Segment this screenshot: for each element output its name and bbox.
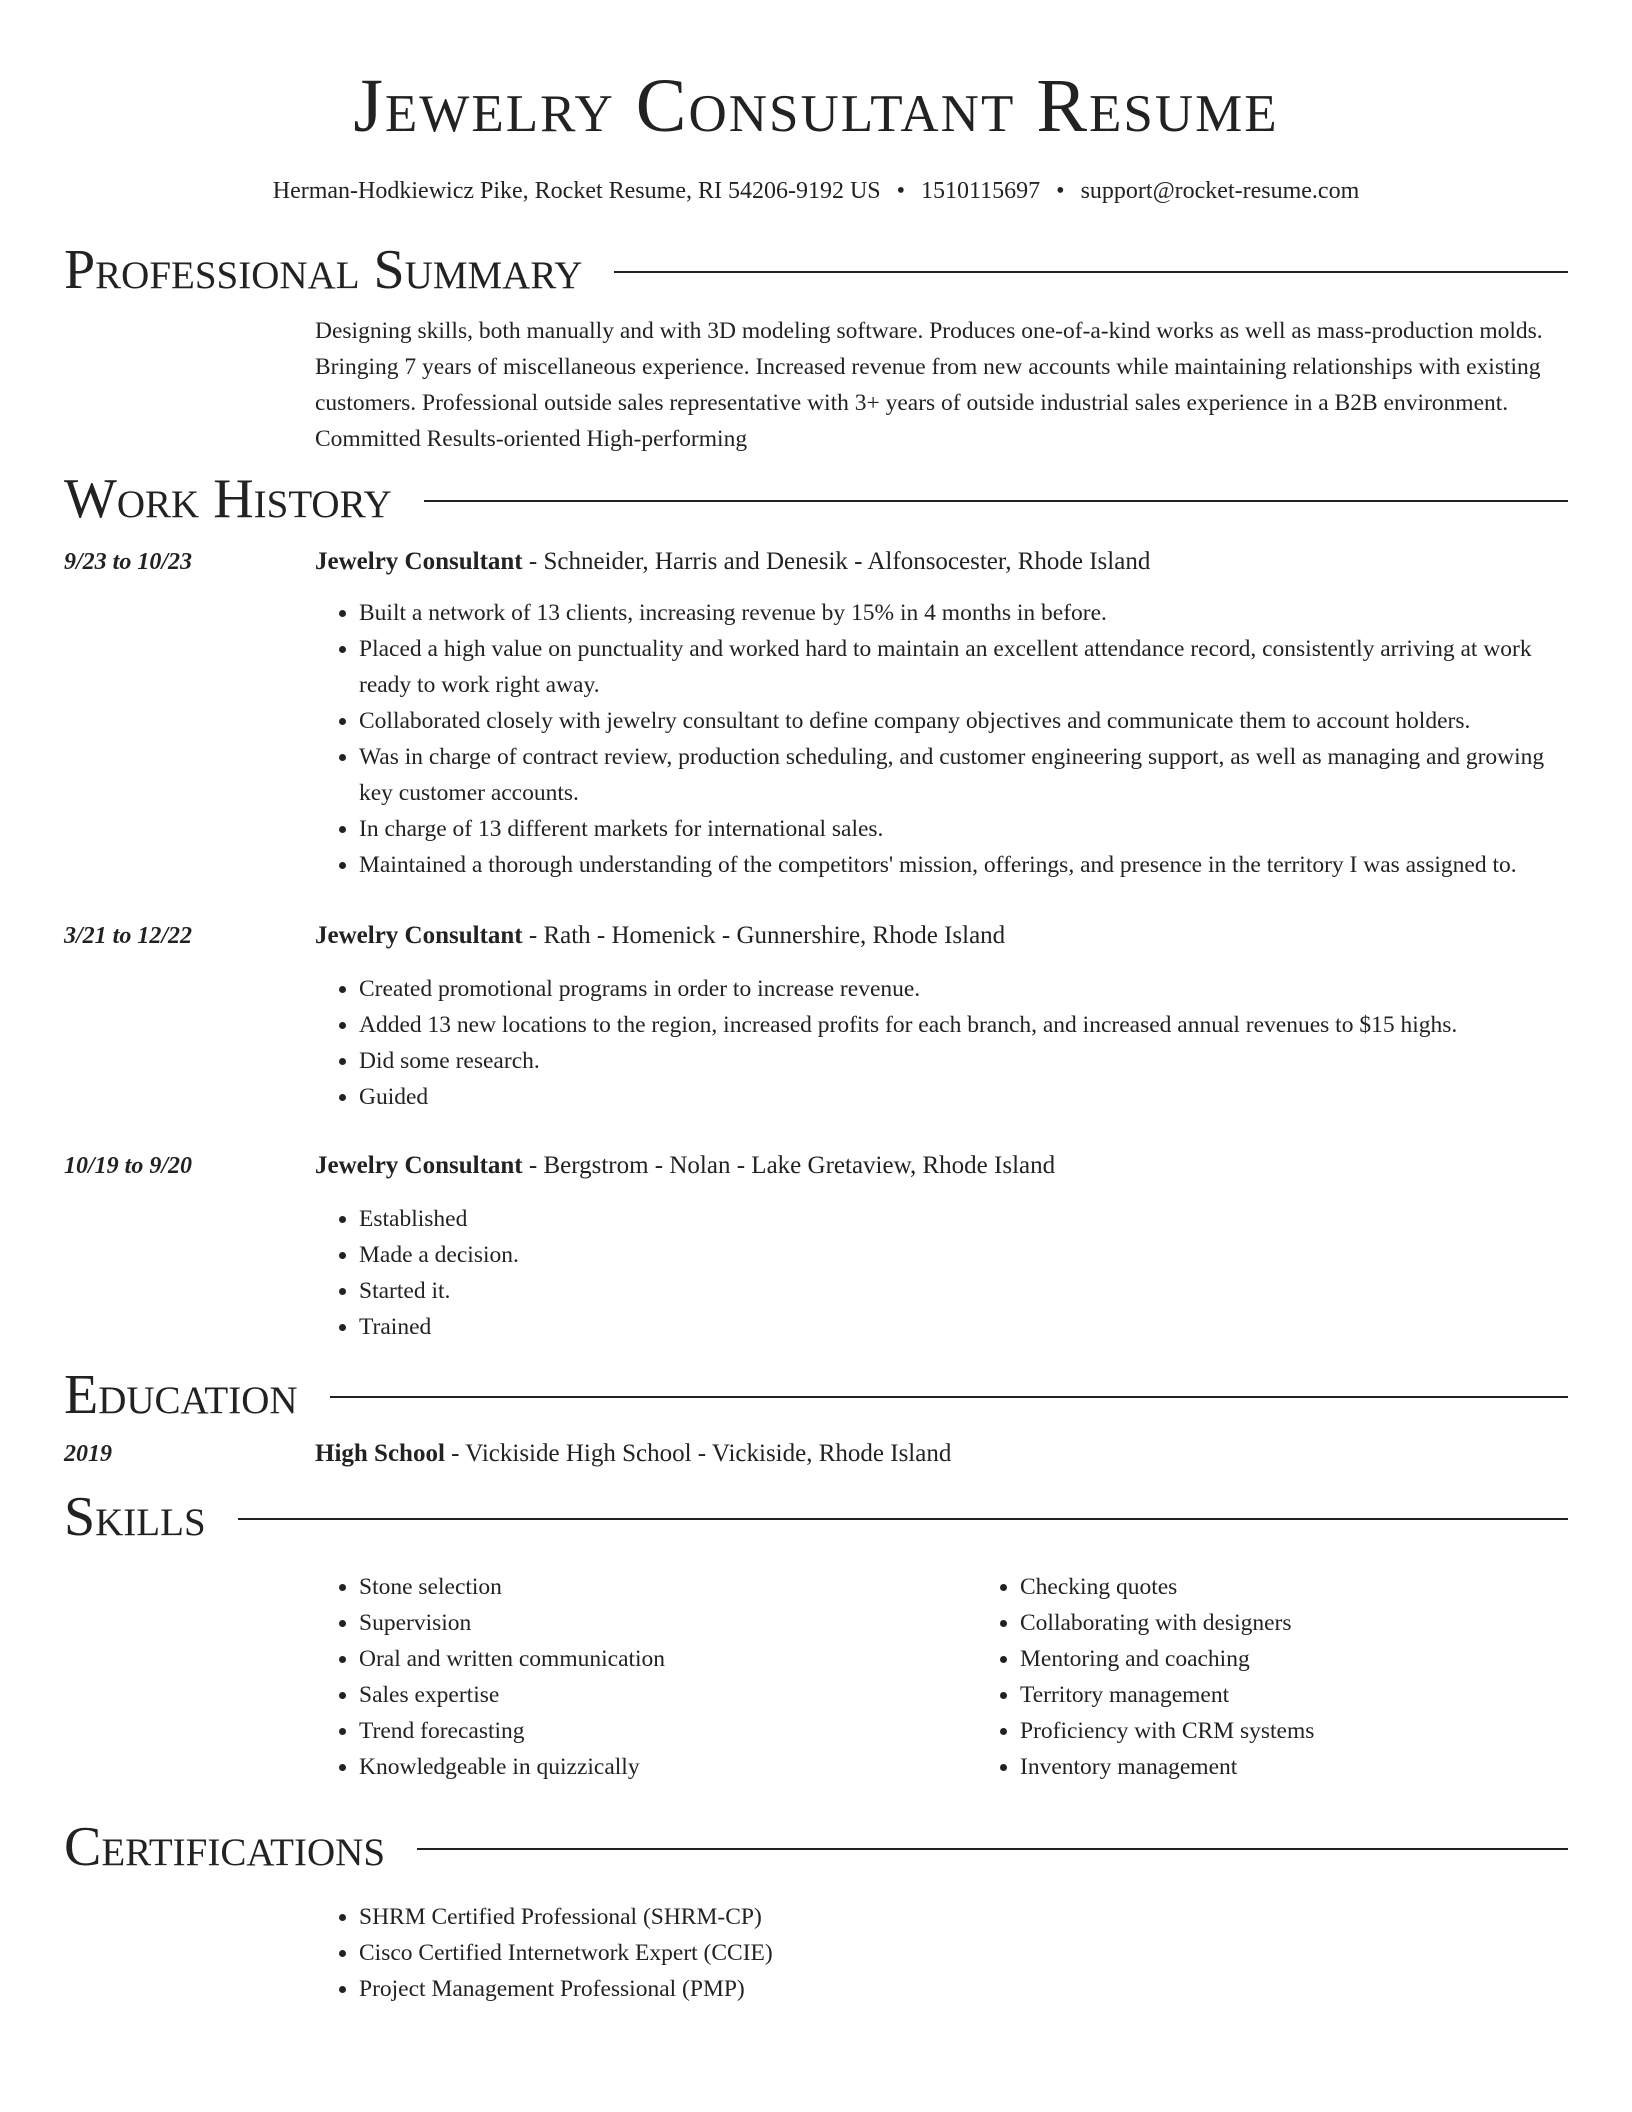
contact-address: Herman-Hodkiewicz Pike, Rocket Resume, RI 54206-9192 US [272,178,881,204]
education-heading: Education [64,1364,298,1426]
summary-left-spacer [64,313,315,457]
job-bullet: • Created promotional programs in order to increase revenue. [359,971,1568,1007]
job-bullet: • Placed a high value on punctuality and worked hard to maintain an excellent attendance record, consistently arriving at work ready to work right away. [359,631,1568,703]
skills-list-left [315,1569,976,1785]
contact-phone: 1510115697 [921,178,1041,204]
education-degree: High School [315,1440,445,1467]
job-bullet: • Established [359,1201,1568,1237]
job-heading [315,919,1568,953]
job-entry [64,545,1568,883]
job-bullet: • Maintained a thorough understanding of the competitors' mission, offerings, and presence in the territory I was assigned to. [359,847,1568,883]
contact-line [64,174,1568,208]
job-bullets [315,1201,1568,1345]
skills-heading: Skills [64,1486,206,1548]
certification-item: • Cisco Certified Internetwork Expert (CCIE) [359,1935,1568,1971]
skill-item: • Checking quotes [1020,1569,1314,1605]
job-entry [64,1149,1568,1345]
education-entry [64,1437,1568,1471]
job-role: Jewelry Consultant [315,1152,523,1179]
job-dates: 9/23 to 10/23 [64,549,193,575]
skills-row [64,1569,1568,1785]
skill-item: • Sales expertise [359,1677,976,1713]
section-divider [424,500,1568,502]
resume-page [64,0,1568,2007]
work-heading: Work History [64,468,392,530]
certification-item: • SHRM Certified Professional (SHRM-CP) [359,1899,1568,1935]
skills-section-header [64,1485,1568,1549]
job-details: - Bergstrom - Nolan - Lake Gretaview, Rhode Island [522,1152,1056,1179]
skill-item: • Territory management [1020,1677,1314,1713]
resume-title: Jewelry Consultant Resume [353,64,1279,148]
summary-row [64,313,1568,457]
skill-item: • Supervision [359,1605,976,1641]
section-divider [330,1396,1568,1398]
certifications-section-header [64,1815,1568,1879]
certifications-left-spacer [64,1899,315,2007]
summary-section-header [64,238,1568,302]
job-heading [315,1149,1568,1183]
education-body [315,1437,1568,1471]
job-heading [315,545,1568,579]
skill-item: • Knowledgeable in quizzically [359,1749,976,1785]
skill-item: • Oral and written communication [359,1641,976,1677]
job-dates: 3/21 to 12/22 [64,923,193,949]
skills-left-spacer [64,1569,315,1785]
skill-item: • Inventory management [1020,1749,1314,1785]
certifications-heading: Certifications [64,1816,386,1878]
education-section-header [64,1363,1568,1427]
skills-columns [315,1569,1568,1785]
job-body [315,919,1568,1115]
job-bullet: • Guided [359,1079,1568,1115]
job-details: - Rath - Homenick - Gunnershire, Rhode Island [522,922,1006,949]
job-bullet: • In charge of 13 different markets for international sales. [359,811,1568,847]
contact-email: support@rocket-resume.com [1080,178,1360,204]
skill-item: • Proficiency with CRM systems [1020,1713,1314,1749]
job-bullet: • Did some research. [359,1043,1568,1079]
job-bullet: • Trained [359,1309,1568,1345]
job-bullet: • Built a network of 13 clients, increasing revenue by 15% in 4 months in before. [359,595,1568,631]
contact-separator: • [896,178,906,204]
summary-heading: Professional Summary [64,239,583,301]
certifications-row [64,1899,1568,2007]
section-divider [238,1518,1568,1520]
skills-list-right [976,1569,1314,1785]
skill-item: • Collaborating with designers [1020,1605,1314,1641]
job-bullet: • Made a decision. [359,1237,1568,1273]
education-year: 2019 [64,1441,112,1467]
certifications-list [315,1899,1568,2007]
job-details: - Schneider, Harris and Denesik - Alfonsocester, Rhode Island [522,548,1151,575]
job-body [315,1149,1568,1345]
skill-item: • Mentoring and coaching [1020,1641,1314,1677]
job-entry [64,919,1568,1115]
certifications-body [315,1899,1568,2007]
education-details: - Vickiside High School - Vickiside, Rhode Island [444,1440,952,1467]
section-divider [614,271,1568,273]
job-bullet: • Collaborated closely with jewelry consultant to define company objectives and communicate them to account holders. [359,703,1568,739]
job-dates: 10/19 to 9/20 [64,1153,193,1179]
job-role: Jewelry Consultant [315,548,523,575]
job-body [315,545,1568,883]
job-bullet: • Added 13 new locations to the region, increased profits for each branch, and increased annual revenues to $15 highs. [359,1007,1568,1043]
job-bullet: • Was in charge of contract review, production scheduling, and customer engineering support, as well as managing and growing key customer accounts. [359,739,1568,811]
job-bullets [315,595,1568,883]
skill-item: • Trend forecasting [359,1713,976,1749]
skill-item: • Stone selection [359,1569,976,1605]
job-role: Jewelry Consultant [315,922,523,949]
work-section-header [64,467,1568,531]
certification-item: • Project Management Professional (PMP) [359,1971,1568,2007]
contact-separator: • [1056,178,1065,204]
section-divider [417,1848,1568,1850]
job-bullet: • Started it. [359,1273,1568,1309]
summary-text: Designing skills, both manually and with 3D modeling software. Produces one-of-a-kind works as well as mass-production molds. Bringing 7 years of miscellaneous experience. Increased revenue from new accounts while maintaining relationships with existing customers. Professional outside sales representative with 3+ years of outside industrial sales experience in a B2B environment. Committed Results-oriented High-performing [315,318,1543,452]
job-bullets [315,971,1568,1115]
